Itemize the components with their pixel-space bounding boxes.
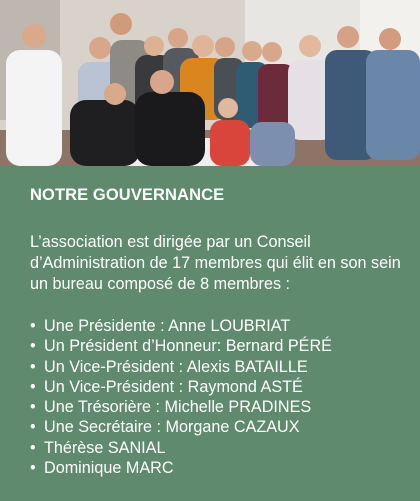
governance-content [30, 186, 402, 478]
list-item: • Un Vice-Président : Raymond ASTÉ [30, 377, 402, 397]
list-item: • Une Présidente : Anne LOUBRIAT [30, 316, 402, 336]
list-item: • Une Trésorière : Michelle PRADINES [30, 397, 402, 417]
group-photo-illustration [0, 0, 420, 166]
list-item: • Un Président d’Honneur: Bernard PÉRÉ [30, 336, 402, 356]
intro-paragraph: L’association est dirigée par un Conseil d’Administration de 17 membres qui élit en son sein un bureau composé de 8 membres : [30, 233, 401, 293]
section-title: NOTRE GOUVERNANCE [30, 186, 225, 204]
list-item: • Dominique MARC [30, 458, 402, 478]
board-members-list [30, 316, 402, 478]
group-photo [0, 0, 420, 166]
list-item: • Un Vice-Président : Alexis BATAILLE [30, 357, 402, 377]
list-item: • Une Secrétaire : Morgane CAZAUX [30, 417, 402, 437]
list-item: • Thérèse SANIAL [30, 438, 402, 458]
